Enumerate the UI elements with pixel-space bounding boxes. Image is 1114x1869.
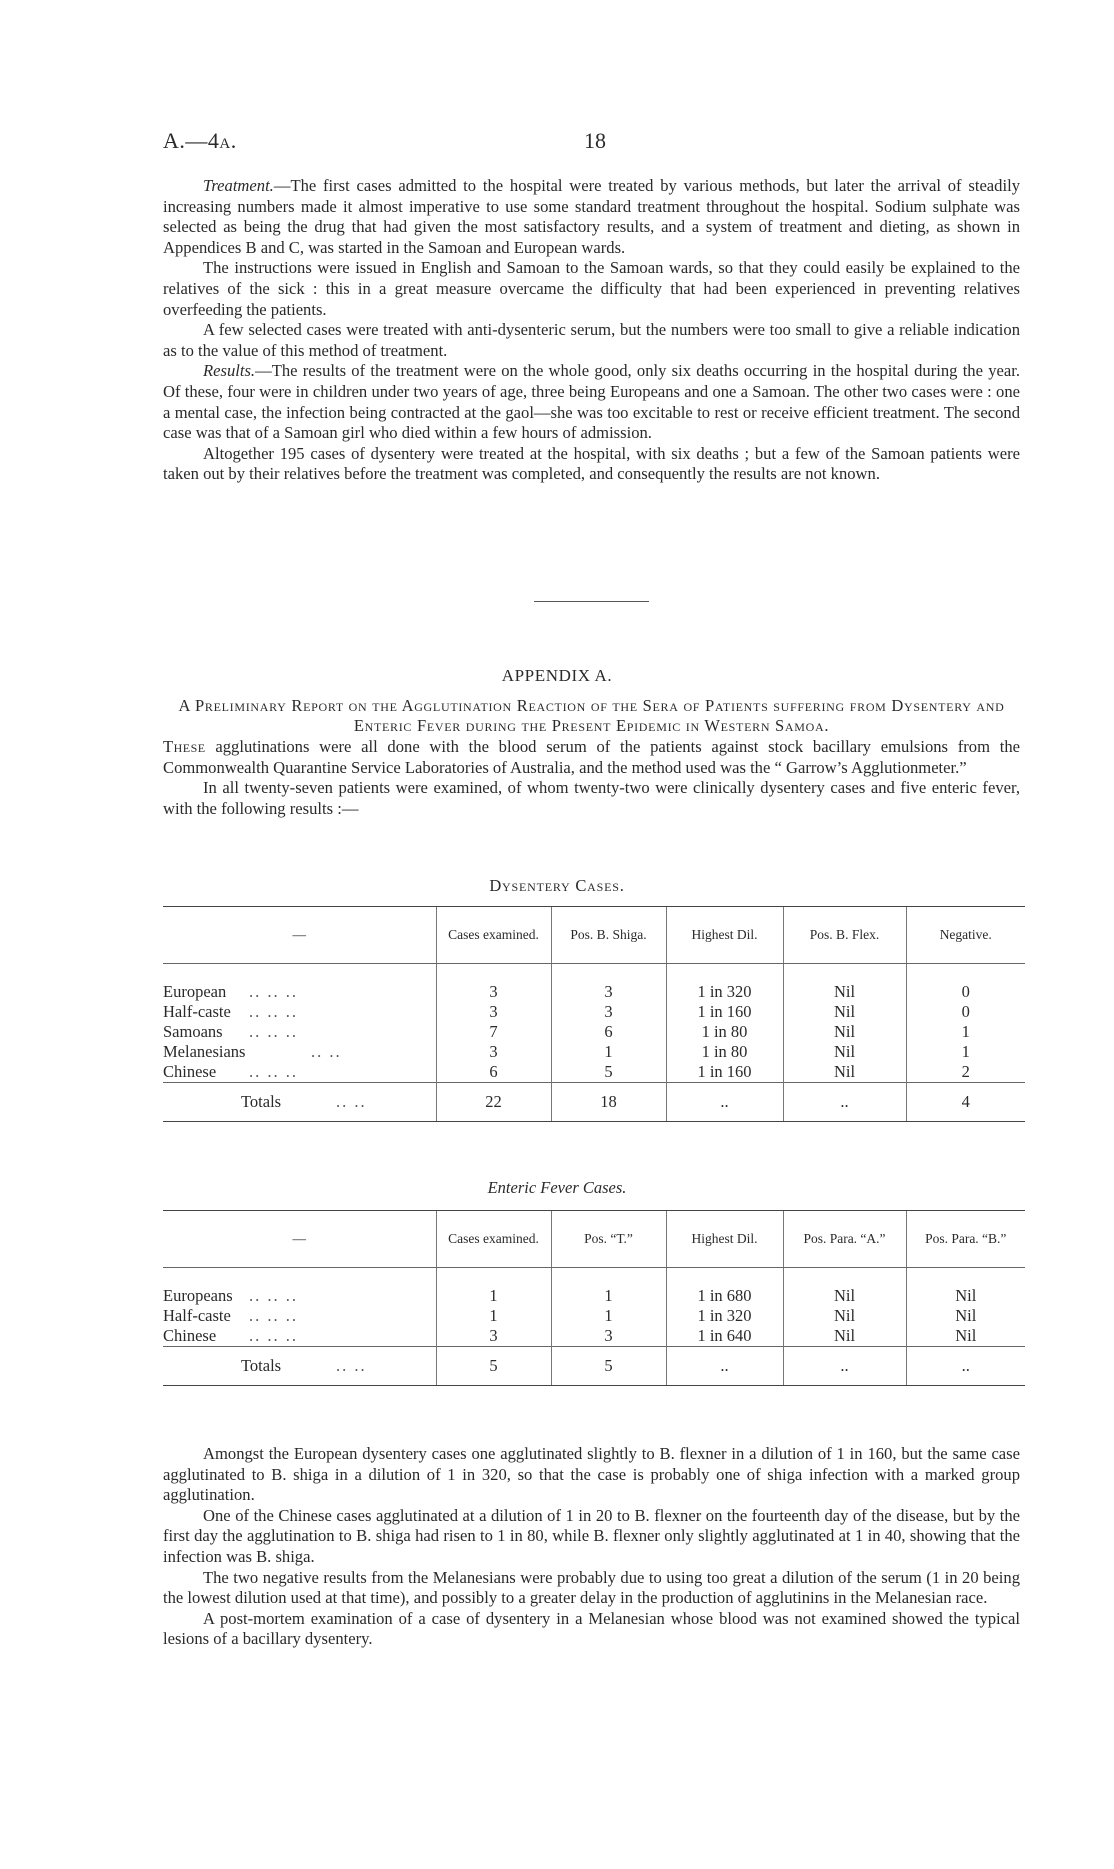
dilution-cell: 1 in 80 [666, 1022, 783, 1042]
flex-cell: Nil [783, 1042, 906, 1062]
dilution-cell: 1 in 160 [666, 1002, 783, 1022]
totals-label: Totals .. .. [163, 1347, 436, 1386]
column-header: Pos. B. Shiga. [551, 907, 666, 964]
conclusion-paragraph-1: Amongst the European dysentery cases one agglutinated slightly to B. flexner in a dilution of 1 in 160, but the same case agglutinated to B. shiga in a dilution of 1 in 320, so that the case is probably one of shiga infection with a marked group agglutination. [163, 1444, 1020, 1505]
negative-cell: 2 [906, 1062, 1025, 1083]
intro-paragraph-1: These agglutinations were all done with the blood serum of the patients against stock bacillary emulsions from the Commonwealth Quarantine Service Laboratories of Australia, and the method used was the “ Garrow’s Agglutionmeter.” [163, 737, 1020, 777]
dysentery-table [163, 906, 1025, 1122]
para-b-cell: Nil [906, 1306, 1025, 1326]
row-label: European .. .. .. [163, 982, 298, 1001]
positive-cell: 5 [551, 1062, 666, 1083]
report-title: A Preliminary Report on the Agglutination Reaction of the Sera of Patients suffering from Dysentery and Enteric Fever during the Present Epidemic in Western Samoa. [178, 696, 1005, 735]
table-row [163, 1022, 1025, 1042]
treatment-paragraph-1: Treatment.—The first cases admitted to the hospital were treated by various methods, but later the arrival of steadily increasing numbers made it almost imperative to use some standard treatment throughout the hospital. Sodium sulphate was selected as being the drug that had given the most satisfactory results, and a system of treatment and dieting, as shown in Appendices B and C, was started in the Samoan and European wards. [163, 176, 1020, 257]
dilution-cell: .. [666, 1083, 783, 1122]
enteric-table-caption: Enteric Fever Cases. [487, 1178, 627, 1197]
row-label: Samoans .. .. .. [163, 1022, 298, 1041]
table-row [163, 1042, 1025, 1062]
conclusion-paragraph-2: One of the Chinese cases agglutinated at a dilution of 1 in 20 to B. flexner on the fourteenth day of the disease, but by the first day the agglutination to B. shiga had risen to 1 in 80, while B. flexner only slightly agglutinated at 1 in 40, showing that the infection was B. shiga. [163, 1505, 1020, 1566]
column-header: Pos. Para. “B.” [906, 1211, 1025, 1268]
para-a-cell: Nil [783, 1326, 906, 1347]
dilution-cell: 1 in 320 [666, 982, 783, 1002]
column-header: Negative. [906, 907, 1025, 964]
positive-cell: 6 [551, 1022, 666, 1042]
negative-cell: 4 [906, 1083, 1025, 1122]
dysentery-header-row [163, 907, 1025, 964]
treatment-heading: Treatment. [203, 176, 274, 195]
positive-cell: 18 [551, 1083, 666, 1122]
positive-cell: 1 [551, 1286, 666, 1306]
negative-cell: 0 [906, 982, 1025, 1002]
dilution-cell: 1 in 680 [666, 1286, 783, 1306]
series-reference [163, 128, 237, 154]
dilution-cell: 1 in 320 [666, 1306, 783, 1326]
negative-cell: 1 [906, 1042, 1025, 1062]
para-a-cell: Nil [783, 1286, 906, 1306]
table-row [163, 1306, 1025, 1326]
positive-cell: 3 [551, 1326, 666, 1347]
cases-cell: 3 [436, 1042, 551, 1062]
column-header: Pos. “T.” [551, 1211, 666, 1268]
row-label: Chinese .. .. .. [163, 1062, 298, 1081]
conclusion-paragraph-3: The two negative results from the Melanesians were probably due to using too great a dilution of the serum (1 in 20 being the lowest dilution used at that time), and possibly to a greater delay in the production of agglutinins in the Melanesian race. [163, 1567, 1020, 1608]
cases-cell: 1 [436, 1286, 551, 1306]
series-end: . [230, 128, 237, 153]
cases-cell: 22 [436, 1083, 551, 1122]
para-b-cell: Nil [906, 1286, 1025, 1306]
table-row [163, 982, 1025, 1002]
flex-cell: Nil [783, 1002, 906, 1022]
para-b-cell: Nil [906, 1326, 1025, 1347]
intro-paragraph-2: In all twenty-seven patients were examined, of whom twenty-two were clinically dysentery cases and five enteric fever, with the following results :— [163, 778, 1020, 818]
dilution-cell: 1 in 80 [666, 1042, 783, 1062]
table-spacer [163, 1268, 1025, 1287]
para-b-cell: .. [906, 1347, 1025, 1386]
column-header: Highest Dil. [666, 1211, 783, 1268]
negative-cell: 0 [906, 1002, 1025, 1022]
dysentery-table-caption: Dysentery Cases. [489, 876, 625, 895]
cases-cell: 7 [436, 1022, 551, 1042]
enteric-header-row [163, 1211, 1025, 1268]
cases-cell: 5 [436, 1347, 551, 1386]
results-paragraph: Results.—The results of the treatment were on the whole good, only six deaths occurring in the hospital during the year. Of these, four were in children under two years of age, three being Europeans and one a Samoan. The other two cases were : one a mental case, the infection being contracted at the gaol—she was too excitable to rest or receive efficient treatment. The second case was that of a Samoan girl who died within a few hours of admission. [163, 361, 1020, 443]
column-header: Pos. Para. “A.” [783, 1211, 906, 1268]
dilution-cell: .. [666, 1347, 783, 1386]
page-number: 18 [584, 128, 606, 153]
series-suffix: A [219, 136, 231, 152]
row-label: Half-caste .. .. .. [163, 1306, 298, 1325]
totals-row [163, 1083, 1025, 1122]
treatment-paragraph-2: The instructions were issued in English and Samoan to the Samoan wards, so that they could easily be explained to the relatives of the sick : this in a great measure overcame the difficulty that had been experienced in preventing relatives overfeeding the patients. [163, 258, 1020, 319]
enteric-table [163, 1210, 1025, 1386]
para-a-cell: .. [783, 1347, 906, 1386]
column-header: — [163, 907, 436, 964]
row-label: Half-caste .. .. .. [163, 1002, 298, 1021]
totals-row [163, 1347, 1025, 1386]
appendix-intro [163, 737, 1020, 819]
conclusion-paragraph-4: A post-mortem examination of a case of dysentery in a Melanesian whose blood was not examined showed the typical lesions of a bacillary dysentery. [163, 1608, 1020, 1649]
positive-cell: 5 [551, 1347, 666, 1386]
conclusion-section [163, 1444, 1020, 1650]
flex-cell: Nil [783, 1022, 906, 1042]
cases-cell: 3 [436, 1002, 551, 1022]
treatment-section [163, 176, 1020, 485]
flex-cell: .. [783, 1083, 906, 1122]
section-divider [534, 601, 649, 602]
row-label: Melanesians .. .. [163, 1042, 342, 1061]
dilution-cell: 1 in 160 [666, 1062, 783, 1083]
cases-cell: 1 [436, 1306, 551, 1326]
column-header: — [163, 1211, 436, 1268]
column-header: Cases examined. [436, 907, 551, 964]
series-code: A.—4 [163, 128, 220, 153]
dilution-cell: 1 in 640 [666, 1326, 783, 1347]
cases-cell: 6 [436, 1062, 551, 1083]
flex-cell: Nil [783, 1062, 906, 1083]
para-a-cell: Nil [783, 1306, 906, 1326]
treatment-paragraph-3: A few selected cases were treated with anti-dysenteric serum, but the numbers were too small to give a reliable indication as to the value of this method of treatment. [163, 320, 1020, 360]
intro-lead-word: These [163, 737, 206, 756]
table-row [163, 1326, 1025, 1347]
column-header: Pos. B. Flex. [783, 907, 906, 964]
positive-cell: 1 [551, 1306, 666, 1326]
positive-cell: 1 [551, 1042, 666, 1062]
appendix-title: APPENDIX A. [501, 666, 613, 685]
positive-cell: 3 [551, 982, 666, 1002]
negative-cell: 1 [906, 1022, 1025, 1042]
cases-cell: 3 [436, 982, 551, 1002]
column-header: Highest Dil. [666, 907, 783, 964]
table-spacer [163, 964, 1025, 983]
row-label: Europeans .. .. .. [163, 1286, 298, 1305]
results-heading: Results. [203, 361, 256, 381]
altogether-paragraph: Altogether 195 cases of dysentery were treated at the hospital, with six deaths ; but a few of the Samoan patients were taken out by their relatives before the treatment was completed, and consequently the results are not known. [163, 443, 1020, 484]
table-row [163, 1062, 1025, 1083]
table-row [163, 1002, 1025, 1022]
column-header: Cases examined. [436, 1211, 551, 1268]
cases-cell: 3 [436, 1326, 551, 1347]
table-row [163, 1286, 1025, 1306]
row-label: Chinese .. .. .. [163, 1326, 298, 1345]
positive-cell: 3 [551, 1002, 666, 1022]
flex-cell: Nil [783, 982, 906, 1002]
totals-label: Totals .. .. [163, 1083, 436, 1122]
